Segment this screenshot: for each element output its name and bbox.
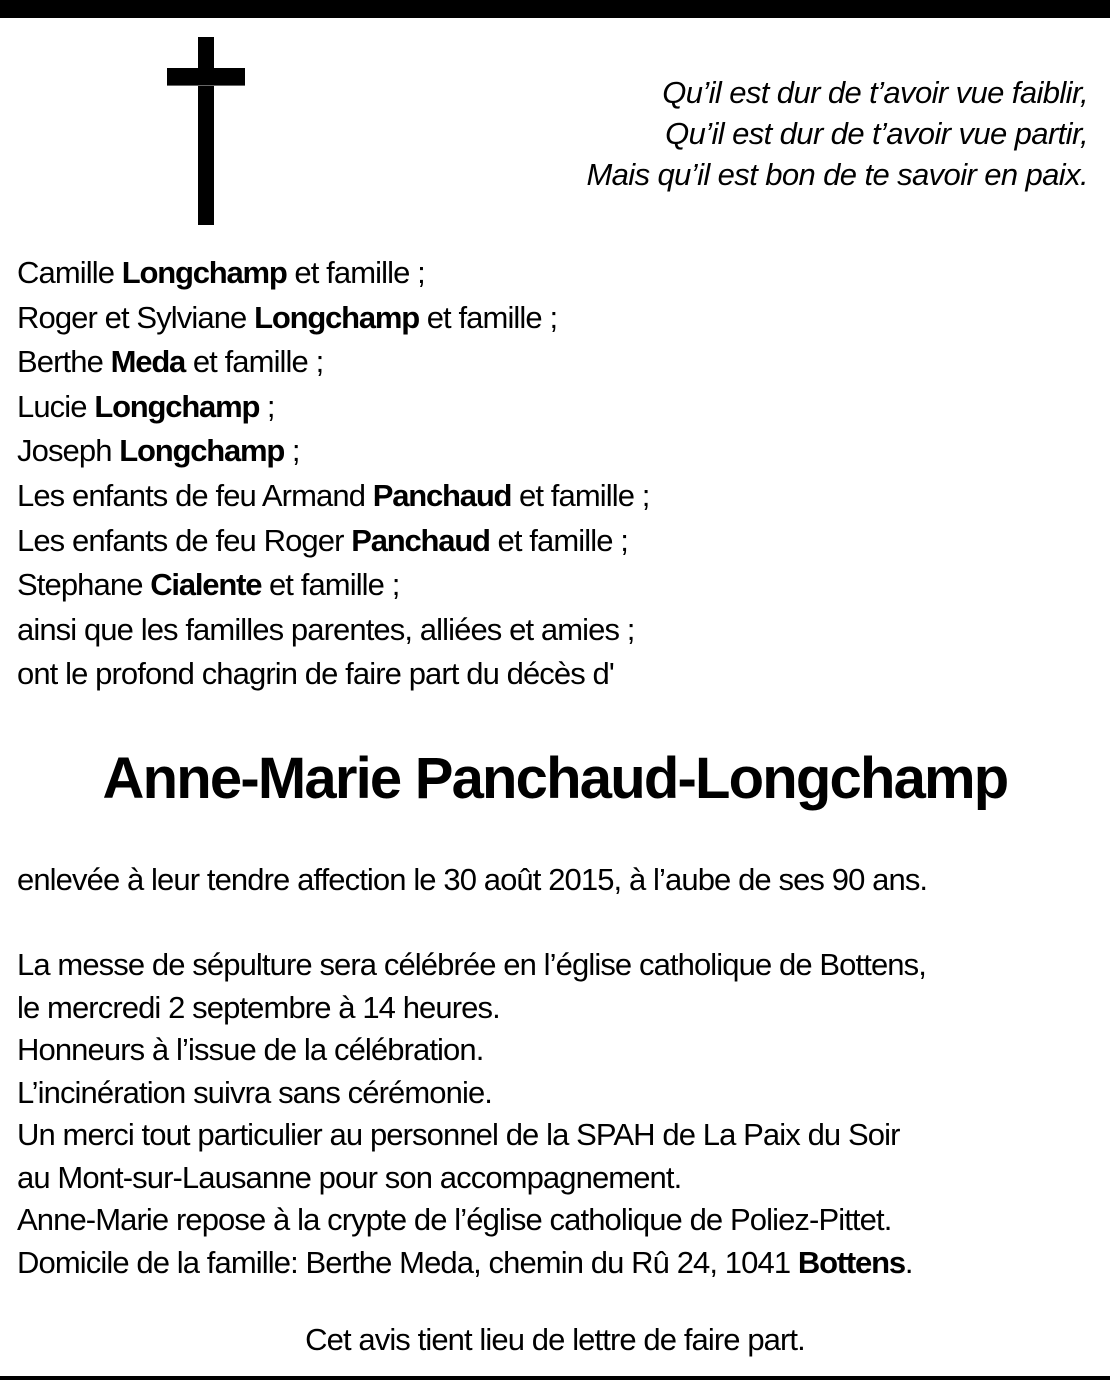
closing-note: Cet avis tient lieu de lettre de faire part. [305,1322,805,1357]
text-segment: et famille ; [185,344,324,380]
poem-line: Qu’il est dur de t’avoir vue faiblir, [662,75,1088,110]
text-segment: La messe de sépulture sera célébrée en l’église catholique de Bottens, [17,947,926,982]
surname: Longchamp [121,255,287,290]
family-line [17,478,649,514]
deceased-name: Anne-Marie Panchaud-Longchamp [102,746,1008,811]
text-segment: le mercredi 2 septembre à 14 heures. [17,989,500,1025]
family-line [17,656,614,692]
family-line [17,433,300,469]
cross-horizontal-bar [167,68,245,85]
detail-line [17,947,926,983]
detail-line [17,1160,681,1196]
text-segment: ont le profond chagrin de faire part du décès d' [17,656,614,692]
cross-vertical-bar [198,37,214,225]
family-line [17,300,557,336]
text-segment: Les enfants de feu Armand [17,478,373,513]
text-segment: Anne-Marie repose à la crypte de l’église catholique de Poliez-Pittet. [17,1202,892,1237]
text-segment: ; [259,388,275,424]
text-segment: et famille ; [511,478,650,513]
top-border [0,0,1110,18]
family-line [17,389,275,425]
text-segment: Domicile de la famille: Berthe Meda, chemin du Rû 24, 1041 [17,1244,798,1280]
family-line [17,255,425,291]
detail-line [17,1202,891,1238]
surname: Longchamp [254,299,419,335]
text-segment: au Mont-sur-Lausanne pour son accompagnement. [17,1159,682,1195]
bottom-border [0,1376,1110,1380]
family-line [17,612,634,648]
detail-line [17,1075,492,1111]
surname: Panchaud [372,478,512,513]
poem [586,72,1088,195]
text-segment: et famille ; [418,299,558,335]
surname: Bottens [797,1244,905,1280]
text-segment: Joseph [17,433,120,469]
text-segment: et famille ; [489,522,628,558]
text-segment: et famille ; [286,255,425,290]
text-segment: ; [284,433,300,469]
text-segment: Lucie [17,388,95,424]
text-segment: Roger et Sylviane [17,299,255,335]
detail-line [17,1245,913,1281]
surname: Longchamp [119,433,285,469]
family-line [17,523,628,559]
text-segment: . [904,1244,913,1280]
poem-line: Mais qu’il est bon de te savoir en paix. [586,157,1088,192]
text-segment: ainsi que les familles parentes, alliées et amies ; [17,611,635,647]
detail-line [17,1117,900,1153]
surname: Meda [110,344,186,380]
surname: Longchamp [94,388,260,424]
text-segment: Berthe [17,344,111,380]
text-segment: et famille ; [261,567,400,603]
family-line [17,344,323,380]
surname: Cialente [150,567,262,603]
text-segment: Camille [17,255,122,290]
text-segment: Stephane [17,567,151,603]
surname: Panchaud [351,522,490,558]
death-announcement: enlevée à leur tendre affection le 30 août 2015, à l’aube de ses 90 ans. [17,862,928,897]
text-segment: Honneurs à l’issue de la célébration. [17,1032,484,1067]
text-segment: Les enfants de feu Roger [17,522,352,558]
detail-line [17,990,500,1026]
text-segment: L’incinération suivra sans cérémonie. [17,1074,493,1110]
poem-line: Qu’il est dur de t’avoir vue partir, [665,116,1088,151]
detail-line [17,1032,483,1068]
text-segment: Un merci tout particulier au personnel de la SPAH de La Paix du Soir [17,1117,900,1152]
family-line [17,567,399,603]
